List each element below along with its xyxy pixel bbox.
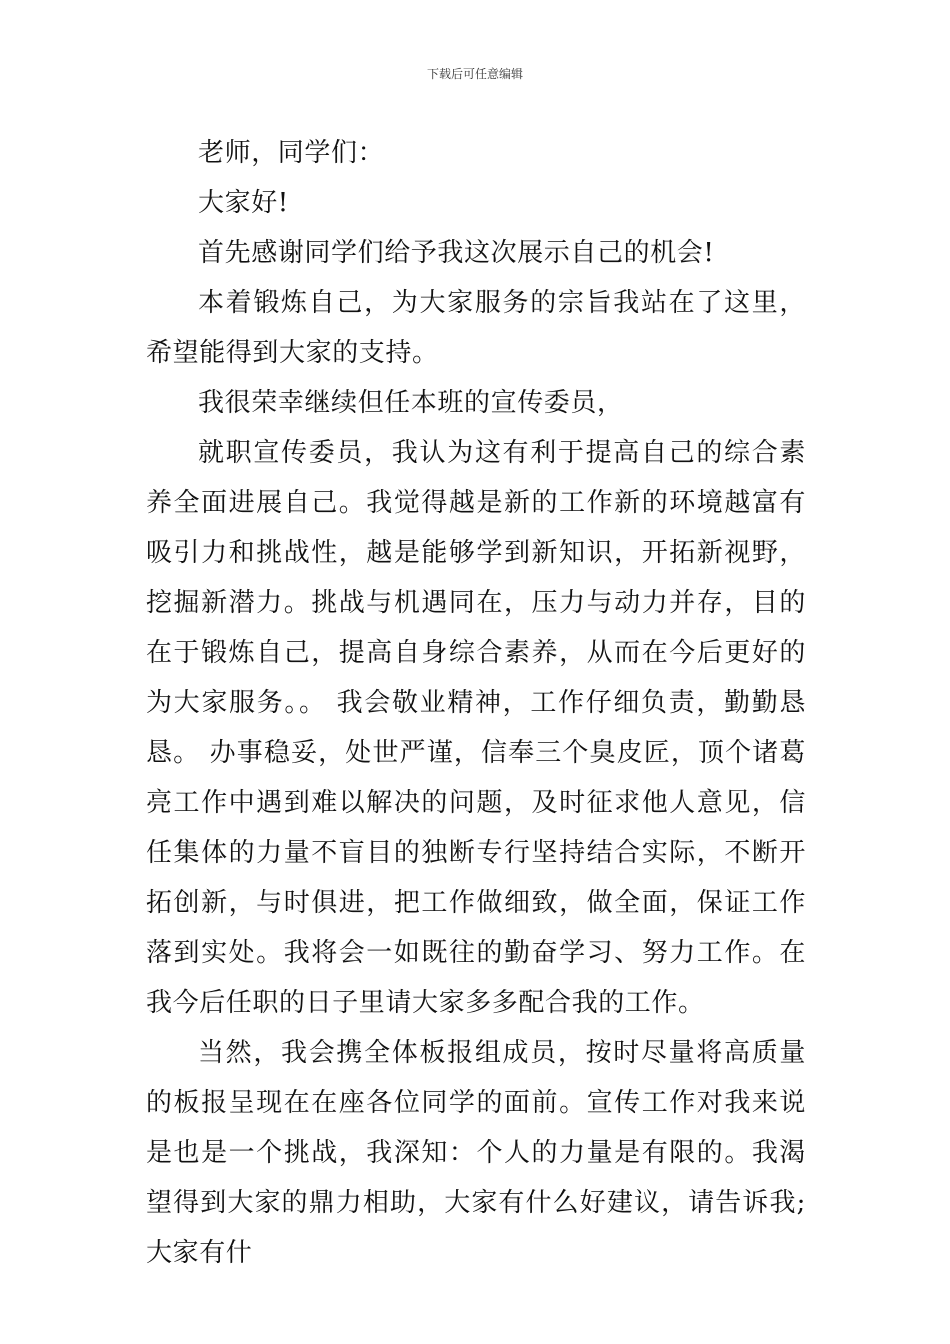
paragraph-greeting: 大家好! [198, 188, 289, 218]
paragraph-salutation: 老师，同学们： [198, 138, 385, 168]
paragraph-duties: 就职宣传委员，我认为这有利于提高自己的综合素养全面进展自己。我觉得越是新的工作新的环境越富有吸引力和挑战性，越是能够学到新知识，开拓新视野，挖掘新潜力。挑战与机遇同在，压力与动力并存，目的在于锻炼自己，提高自身综合素养，从而在今后更好的为大家服务。。 我会敬业精神，工作仔细负责，勤勤恳恳。 办事稳妥，处世严谨，信奉三个臭皮匠，顶个诸葛亮工作中遇到难以解决的问题，及时征求他人意见，信任集体的力量不盲目的独断专行坚持结合实际，不断开拓创新，与时俱进，把工作做细致，做全面，保证工作落到实处。我将会一如既往的勤奋学习、努力工作。在我今后任职的日子里请大家多多配合我的工作。 [146, 438, 806, 1018]
paragraph-role: 我很荣幸继续但任本班的宣传委员， [198, 388, 624, 418]
paragraph-thanks: 首先感谢同学们给予我这次展示自己的机会! [198, 238, 715, 268]
paragraph-purpose: 本着锻炼自己，为大家服务的宗旨我站在了这里，希望能得到大家的支持。 [146, 288, 806, 368]
page-header-note: 下载后可任意编辑 [426, 67, 523, 81]
document-body [146, 128, 806, 1278]
paragraph-closing: 当然，我会携全体板报组成员，按时尽量将高质量的板报呈现在在座各位同学的面前。宣传工作对我来说是也是一个挑战，我深知：个人的力量是有限的。我渴望得到大家的鼎力相助，大家有什么好建议，请告诉我;大家有什 [146, 1038, 806, 1268]
